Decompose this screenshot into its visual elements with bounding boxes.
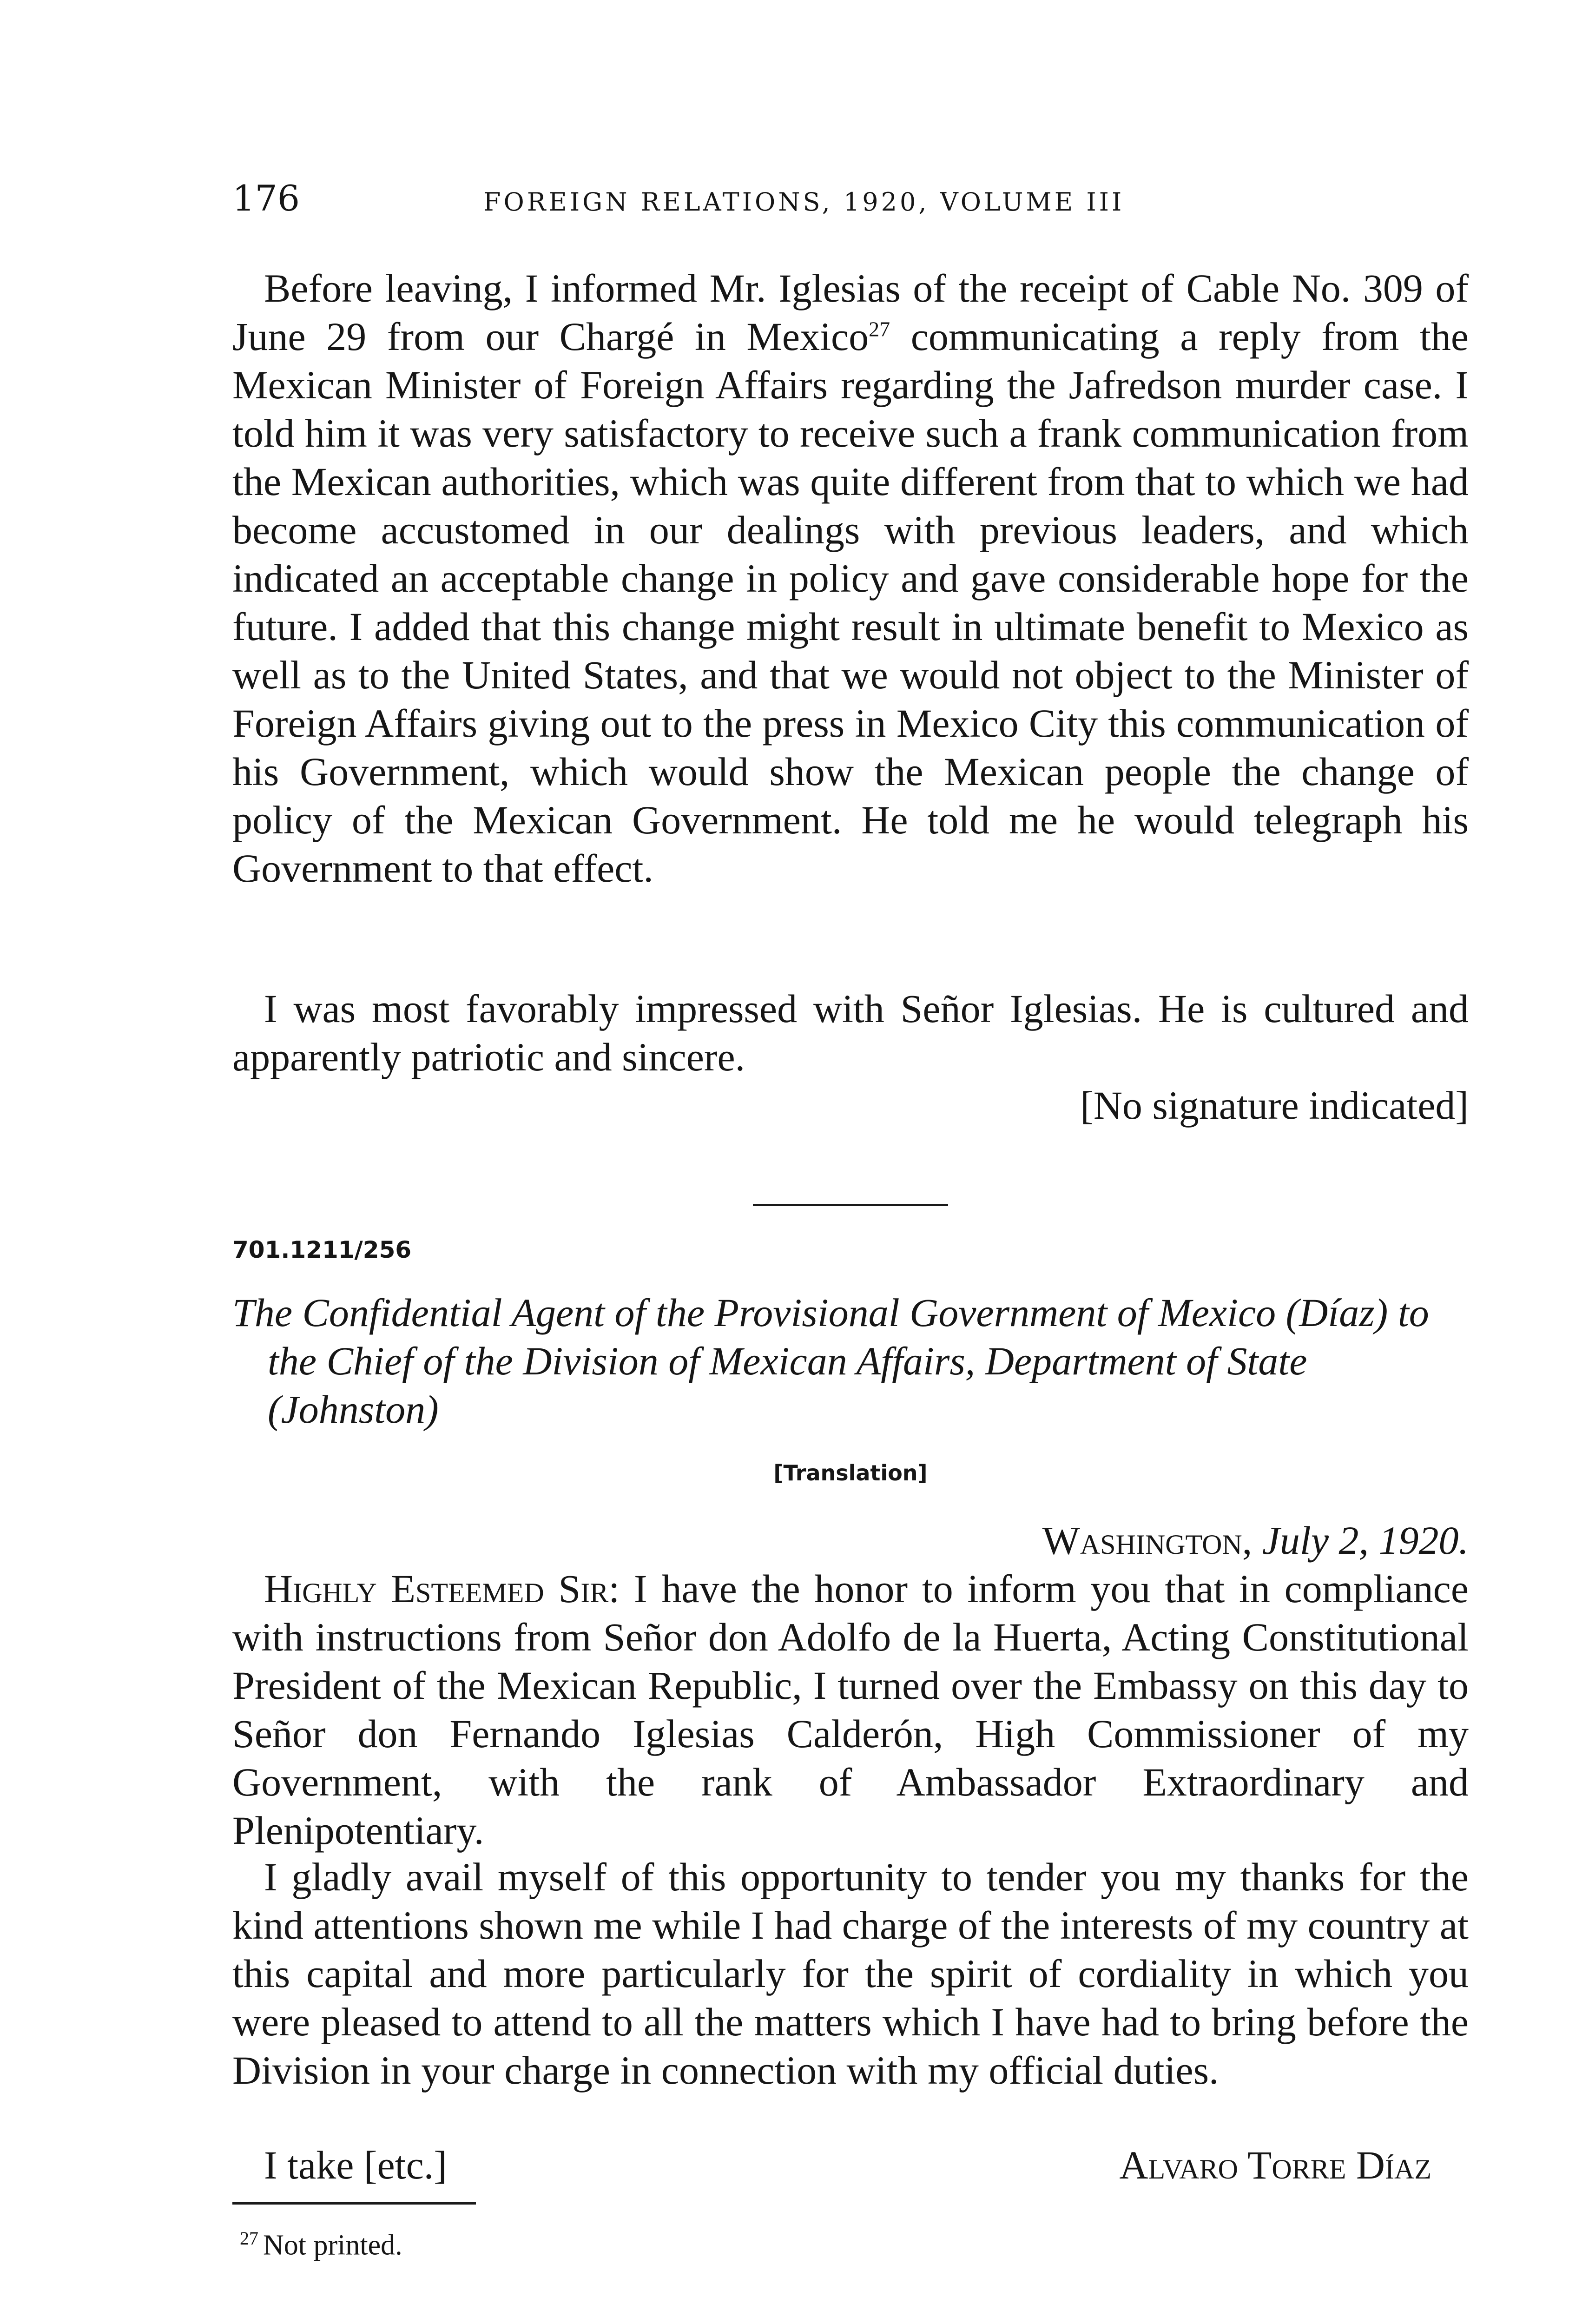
salutation: Highly Esteemed Sir:	[264, 1566, 620, 1611]
page-number: 176	[232, 178, 300, 219]
section-separator	[753, 1204, 948, 1206]
memo-paragraph-1-text: Before leaving, I informed Mr. Iglesias of the receipt of Cable No. 309 of June 29 from our Chargé in Mexico	[232, 266, 1469, 359]
footnote-rule	[232, 2202, 476, 2205]
footnote-mark: 27	[240, 2228, 258, 2249]
dateline	[232, 1516, 1469, 1565]
dateline-place: Washington,	[1042, 1518, 1253, 1563]
memo-paragraph-1	[232, 264, 1469, 892]
file-number: 701.1211/256	[232, 1236, 412, 1263]
letter-paragraph-2	[232, 1853, 1469, 2094]
memo-paragraph-2-text: I was most favorably impressed with Señor Iglesias. He is cultured and apparently patriotic and sincere.	[232, 986, 1469, 1079]
closing-phrase: I take [etc.]	[264, 2143, 447, 2187]
document-title: The Confidential Agent of the Provisional Government of Mexico (Díaz) to the Chief of the Division of Mexican Affairs, Department of State (Johnston)	[232, 1290, 1429, 1432]
translation-note: [Translation]	[773, 1460, 928, 1486]
memo-paragraph-2	[232, 984, 1469, 1081]
memo-paragraph-1-continuation: communicating a reply from the Mexican Minister of Foreign Affairs regarding the Jafredson murder case. I told him it was very satisfactory to receive such a frank communication from the Mexican authorities, which was quite different from that to which we had become accustomed in our dealings with previous leaders, and which indicated an acceptable change in policy and gave considerable hope for the future. I added that this change might result in ultimate benefit to Mexico as well as to the United States, and that we would not object to the Minister of Foreign Affairs giving out to the press in Mexico City this communication of his Government, which would show the Mexican people the change of policy of the Mexican Government. He told me he would telegraph his Government to that effect.	[232, 314, 1469, 891]
running-head: FOREIGN RELATIONS, 1920, VOLUME III	[483, 187, 1125, 217]
memo-signature: [No signature indicated]	[1080, 1083, 1469, 1128]
letter-paragraph-1-text: I have the honor to inform you that in compliance with instructions from Señor don Adolfo de la Huerta, Acting Constitutional President of the Mexican Republic, I turned over the Embassy on this day to Señor don Fernando Iglesias Calderón, High Commissioner of my Government, with the rank of Ambassador Extraordinary and Plenipotentiary.	[232, 1566, 1469, 1853]
page-header	[232, 173, 1469, 224]
letter-signature: Alvaro Torre Díaz	[1119, 2143, 1431, 2187]
footnote-text: Not printed.	[263, 2229, 402, 2261]
footnote	[240, 2220, 402, 2264]
dateline-date: July 2, 1920.	[1262, 1518, 1469, 1563]
letter-paragraph-2-text: I gladly avail myself of this opportunity to tender you my thanks for the kind attentions shown me while I had charge of the interests of my country at this capital and more particularly for the spirit of cordiality in which you were pleased to attend to all the matters which I have had to bring before the Division in your charge in connection with my official duties.	[232, 1855, 1469, 2093]
footnote-reference: 27	[869, 317, 890, 341]
letter-paragraph-1	[232, 1565, 1469, 1855]
